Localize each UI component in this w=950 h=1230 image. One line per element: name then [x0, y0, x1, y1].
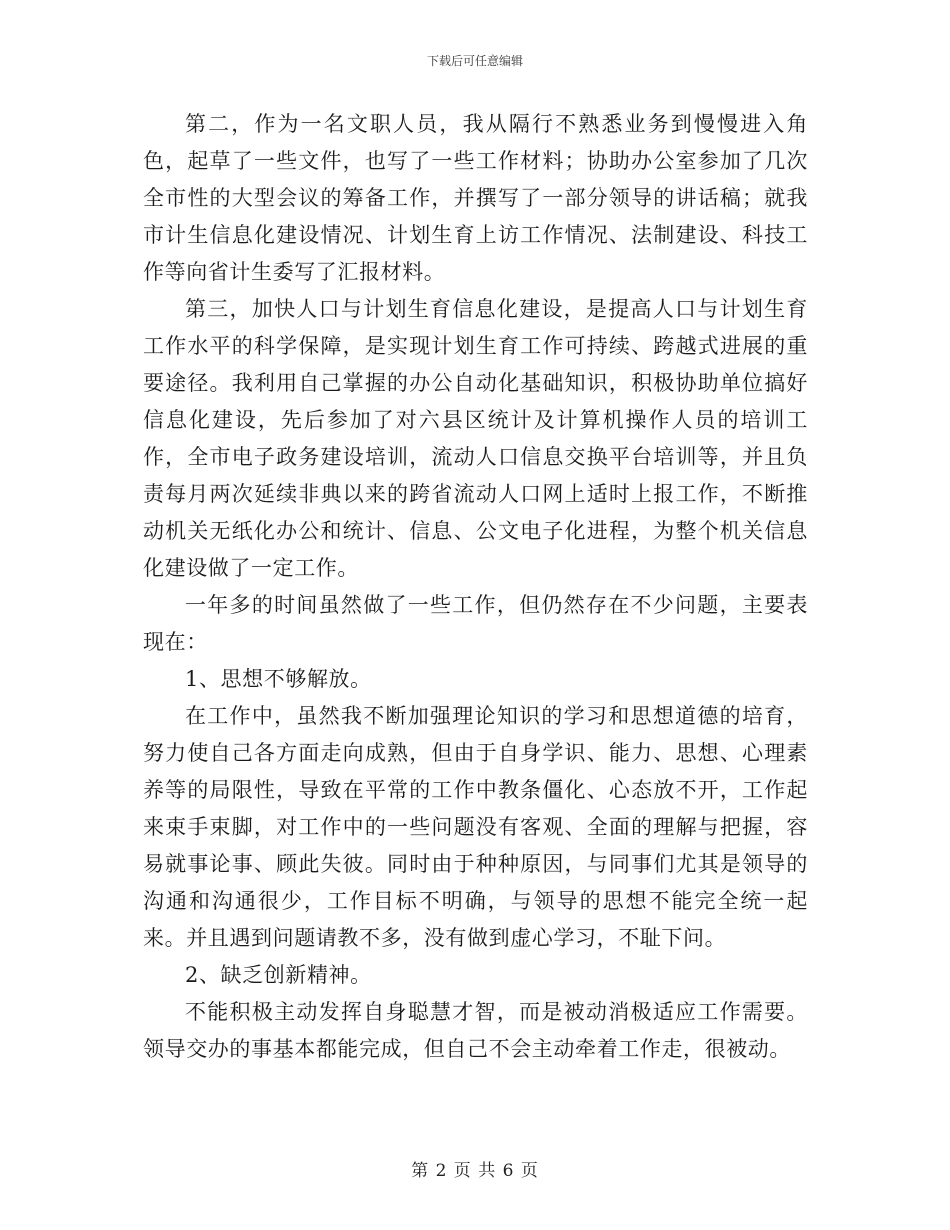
paragraph: 第三，加快人口与计划生育信息化建设，是提高人口与计划生育工作水平的科学保障，是实现计划生育工作可持续、跨越式进展的重要途径。我利用自己掌握的办公自动化基础知识，积极协助单位搞好信息化建设，先后参加了对六县区统计及计算机操作人员的培训工作，全市电子政务建设培训，流动人口信息交换平台培训等，并且负责每月两次延续非典以来的跨省流动人口网上适时上报工作，不断推动机关无纸化办公和统计、信息、公文电子化进程，为整个机关信息化建设做了一定工作。 — [143, 297, 808, 580]
paragraph: 第二，作为一名文职人员，我从隔行不熟悉业务到慢慢进入角色，起草了一些文件，也写了一些工作材料；协助办公室参加了几次全市性的大型会议的筹备工作，并撰写了一部分领导的讲话稿；就我市计生信息化建设情况、计划生育上访工作情况、法制建设、科技工作等向省计生委写了汇报材料。 — [143, 112, 808, 284]
paragraph: 不能积极主动发挥自身聪慧才智，而是被动消极适应工作需要。领导交办的事基本都能完成，但自己不会主动牵着工作走，很被动。 — [143, 1000, 808, 1061]
header-note: 下载后可任意编辑 — [426, 54, 523, 68]
paragraph: 1、思想不够解放。 — [185, 667, 372, 691]
paragraph: 2、缺乏创新精神。 — [185, 963, 372, 987]
page-number-footer: 第 2 页 共 6 页 — [411, 1161, 539, 1181]
document-body — [143, 106, 808, 1068]
paragraph: 一年多的时间虽然做了一些工作，但仍然存在不少问题，主要表现在： — [143, 593, 808, 654]
paragraph: 在工作中，虽然我不断加强理论知识的学习和思想道德的培育，努力使自己各方面走向成熟，但由于自身学识、能力、思想、心理素养等的局限性，导致在平常的工作中教条僵化、心态放不开，工作起来束手束脚，对工作中的一些问题没有客观、全面的理解与把握，容易就事论事、顾此失彼。同时由于种种原因，与同事们尤其是领导的沟通和沟通很少，工作目标不明确，与领导的思想不能完全统一起来。并且遇到问题请教不多，没有做到虚心学习，不耻下问。 — [143, 704, 808, 950]
